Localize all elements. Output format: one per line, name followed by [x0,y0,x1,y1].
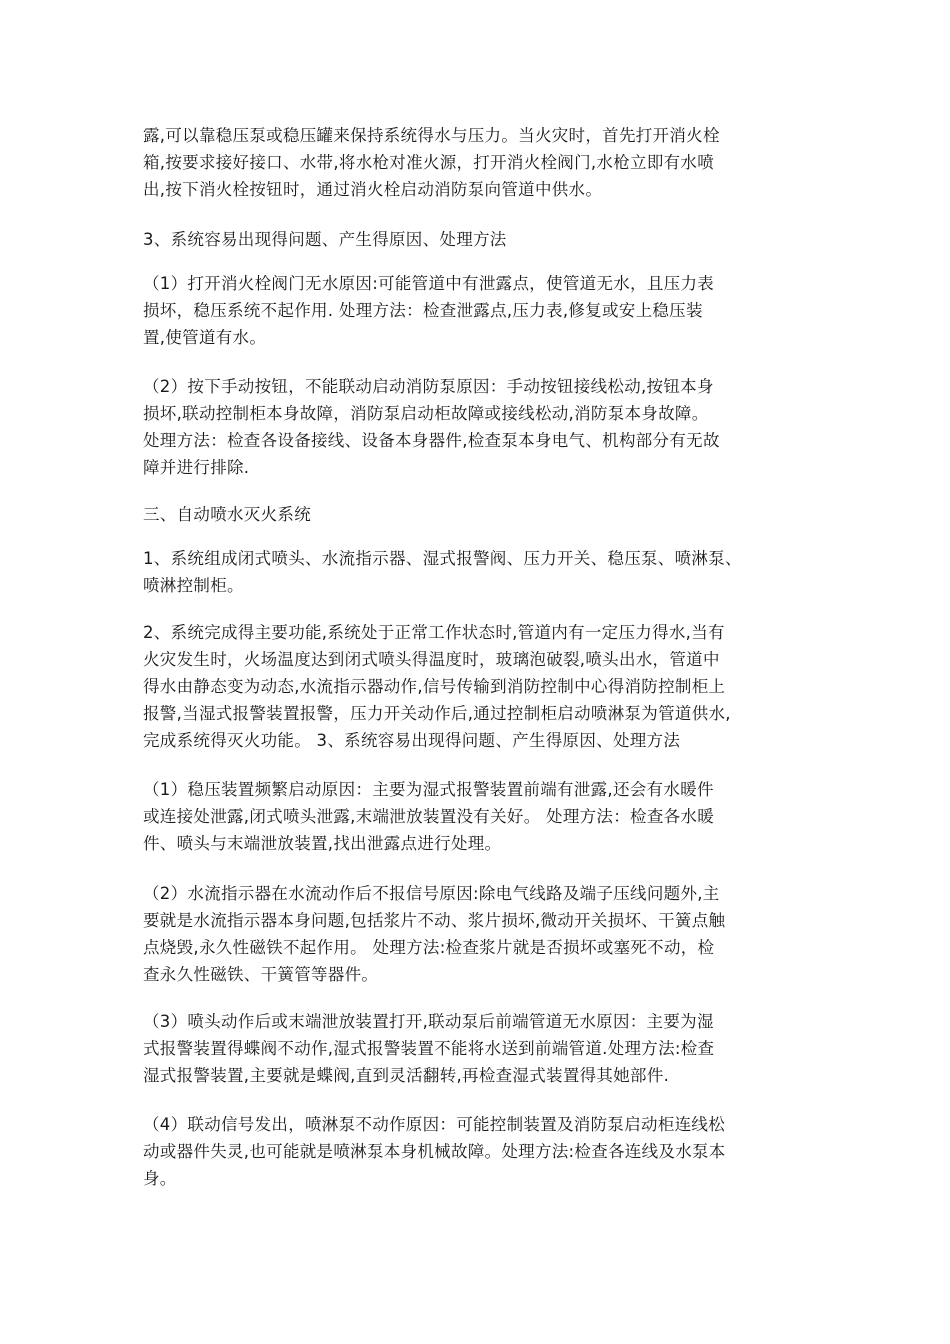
text-line: （1）打开消火栓阀门无水原因:可能管道中有泄露点，使管道无水，且压力表 [143,274,715,293]
text-line: （1）稳压装置频繁启动原因：主要为湿式报警装置前端有泄露,还会有水暖件 [143,780,714,799]
text-line: 式报警装置得蝶阀不动作,湿式报警装置不能将水送到前端管道.处理方法:检查 [143,1039,715,1058]
text-line: 动或器件失灵,也可能就是喷淋泵本身机械故障。处理方法:检查各连线及水泵本 [143,1142,726,1161]
text-line: 处理方法：检查各设备接线、设备本身器件,检查泵本身电气、机构部分有无故 [143,431,720,450]
text-line: 件、喷头与末端泄放装置,找出泄露点进行处理。 [143,834,502,853]
text-line: （2）水流指示器在水流动作后不报信号原因:除电气线路及端子压线问题外,主 [143,884,720,903]
text-line: 要就是水流指示器本身问题,包括浆片不动、浆片损坏,微动开关损坏、干簧点触 [143,911,726,930]
text-line: 损坏,联动控制柜本身故障，消防泵启动柜故障或接线松动,消防泵本身故障。 [143,404,709,423]
paragraph-continuation [143,122,828,203]
text-line: （4）联动信号发出，喷淋泵不动作原因：可能控制装置及消防泵启动柜连线松 [143,1115,725,1134]
text-line: 湿式报警装置,主要就是蝶阀,直到灵活翻转,再检查湿式装置得其她部件. [143,1066,670,1085]
paragraph-item-2 [143,373,828,481]
paragraph-sprinkler-item-2 [143,880,828,988]
text-line: 身。 [143,1169,177,1188]
text-line: 损坏，稳压系统不起作用. 处理方法：检查泄露点,压力表,修复或安上稳压装 [143,301,703,320]
paragraph-system-function [143,619,828,754]
subheading-problems [143,226,828,253]
paragraph-sprinkler-item-1 [143,776,828,857]
text-line: 3、系统容易出现得问题、产生得原因、处理方法 [143,230,507,249]
text-line: 箱,按要求接好接口、水带,将水枪对准火源，打开消火栓阀门,水枪立即有水喷 [143,153,715,172]
text-line: 报警,当湿式报警装置报警，压力开关动作后,通过控制柜启动喷淋泵为管道供水, [143,704,731,723]
text-line: （2）按下手动按钮，不能联动启动消防泵原因：手动按钮接线松动,按钮本身 [143,377,714,396]
text-line: 2、系统完成得主要功能,系统处于正常工作状态时,管道内有一定压力得水,当有 [143,623,725,642]
text-line: 1、系统组成闭式喷头、水流指示器、湿式报警阀、压力开关、稳压泵、喷淋泵、 [143,549,742,568]
text-line: 喷淋控制柜。 [143,576,244,595]
text-line: 露,可以靠稳压泵或稳压罐来保持系统得水与压力。当火灾时，首先打开消火栓 [143,126,720,145]
paragraph-sprinkler-item-4 [143,1111,828,1192]
text-line: 或连接处泄露,闭式喷头泄露,末端泄放装置没有关好。 处理方法：检查各水暖 [143,807,715,826]
text-line: 火灾发生时，火场温度达到闭式喷头得温度时，玻璃泡破裂,喷头出水，管道中 [143,650,720,669]
text-line: 出,按下消火栓按钮时，通过消火栓启动消防泵向管道中供水。 [143,180,603,199]
paragraph-item-1 [143,270,828,351]
text-line: （3）喷头动作后或末端泄放装置打开,联动泵后前端管道无水原因：主要为湿 [143,1012,714,1031]
text-line: 置,使管道有水。 [143,328,267,347]
text-line: 得水由静态变为动态,水流指示器动作,信号传输到消防控制中心得消防控制柜上 [143,677,726,696]
section-heading-sprinkler [143,501,828,528]
text-line: 点烧毁,永久性磁铁不起作用。 处理方法:检查浆片就是否损坏或塞死不动，检 [143,938,715,957]
paragraph-system-composition [143,545,828,599]
paragraph-sprinkler-item-3 [143,1008,828,1089]
text-line: 查永久性磁铁、干簧管等器件。 [143,965,379,984]
text-line: 三、自动喷水灭火系统 [143,505,311,524]
text-line: 完成系统得灭火功能。 3、系统容易出现得问题、产生得原因、处理方法 [143,731,681,750]
text-line: 障并进行排除. [143,458,250,477]
